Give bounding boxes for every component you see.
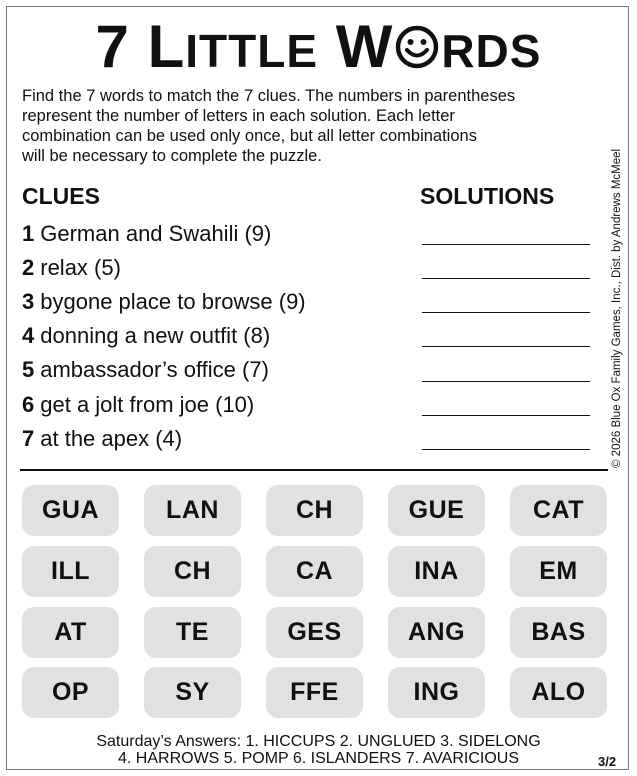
- letter-tile[interactable]: AT: [22, 607, 119, 658]
- title-number: 7: [95, 13, 130, 80]
- letter-tile[interactable]: OP: [22, 667, 119, 718]
- copyright-notice: © 2026 Blue Ox Family Games, Inc., Dist. by Andrews McMeel: [611, 148, 623, 468]
- instructions-line: Find the 7 words to match the 7 clues. The numbers in parentheses: [22, 87, 516, 105]
- solution-blank-6[interactable]: [422, 415, 590, 416]
- letter-tile[interactable]: GUE: [388, 485, 485, 536]
- solution-blank-5[interactable]: [422, 381, 590, 382]
- clue-number: 5: [22, 357, 35, 382]
- instructions-line: represent the number of letters in each solution. Each letter: [22, 107, 455, 125]
- clue-row: [22, 221, 271, 247]
- letter-tile[interactable]: GES: [266, 607, 363, 658]
- letter-tile[interactable]: ALO: [510, 667, 607, 718]
- puzzle-date: 3/2: [598, 754, 617, 769]
- letter-tile[interactable]: EM: [510, 546, 607, 597]
- letter-tile[interactable]: SY: [144, 667, 241, 718]
- clue-row: [22, 392, 254, 418]
- title-word2-initial: W: [335, 13, 394, 80]
- clue-number: 6: [22, 392, 35, 417]
- answers-line: Saturday’s Answers: 1. HICCUPS 2. UNGLUED 3. SIDELONG: [96, 733, 541, 750]
- clue-text: bygone place to browse (9): [40, 289, 306, 314]
- letter-tile[interactable]: LAN: [144, 485, 241, 536]
- title-word2-rest: RDS: [441, 25, 542, 77]
- solution-blank-1[interactable]: [422, 244, 590, 245]
- puzzle-title: [0, 12, 637, 86]
- previous-answers: [0, 733, 637, 767]
- letter-tile[interactable]: BAS: [510, 607, 607, 658]
- letter-tile[interactable]: CAT: [510, 485, 607, 536]
- clue-row: [22, 255, 121, 281]
- clue-text: relax (5): [40, 255, 121, 280]
- letter-tile[interactable]: ANG: [388, 607, 485, 658]
- clue-number: 3: [22, 289, 35, 314]
- solution-blank-3[interactable]: [422, 312, 590, 313]
- letter-tile[interactable]: ING: [388, 667, 485, 718]
- solution-blank-4[interactable]: [422, 346, 590, 347]
- letter-tile[interactable]: TE: [144, 607, 241, 658]
- letter-tile[interactable]: FFE: [266, 667, 363, 718]
- letter-tile[interactable]: INA: [388, 546, 485, 597]
- solution-blank-7[interactable]: [422, 449, 590, 450]
- clue-text: donning a new outfit (8): [40, 323, 271, 348]
- smiley-face-icon: [395, 25, 439, 69]
- instructions: [22, 86, 612, 166]
- letter-tile[interactable]: CH: [266, 485, 363, 536]
- answers-line: 4. HARROWS 5. POMP 6. ISLANDERS 7. AVARICIOUS: [118, 750, 519, 767]
- instructions-line: will be necessary to complete the puzzle.: [22, 147, 322, 165]
- clue-row: [22, 289, 306, 315]
- title-word1-rest: ITTLE: [185, 25, 319, 77]
- clue-row: [22, 357, 269, 383]
- clue-text: get a jolt from joe (10): [40, 392, 255, 417]
- clue-text: German and Swahili (9): [40, 221, 272, 246]
- instructions-line: combination can be used only once, but all letter combinations: [22, 127, 477, 145]
- clue-number: 1: [22, 221, 35, 246]
- clue-row: [22, 426, 182, 452]
- letter-tile[interactable]: CH: [144, 546, 241, 597]
- section-divider: [20, 469, 608, 471]
- clue-text: at the apex (4): [40, 426, 183, 451]
- clue-number: 4: [22, 323, 35, 348]
- clue-number: 7: [22, 426, 35, 451]
- clues-heading: CLUES: [22, 183, 100, 209]
- clue-row: [22, 323, 270, 349]
- letter-tile[interactable]: GUA: [22, 485, 119, 536]
- letter-tile[interactable]: CA: [266, 546, 363, 597]
- solutions-heading: SOLUTIONS: [420, 183, 555, 209]
- title-word1-initial: L: [147, 13, 186, 80]
- solution-blank-2[interactable]: [422, 278, 590, 279]
- clue-number: 2: [22, 255, 35, 280]
- letter-tile[interactable]: ILL: [22, 546, 119, 597]
- clue-text: ambassador’s office (7): [40, 357, 269, 382]
